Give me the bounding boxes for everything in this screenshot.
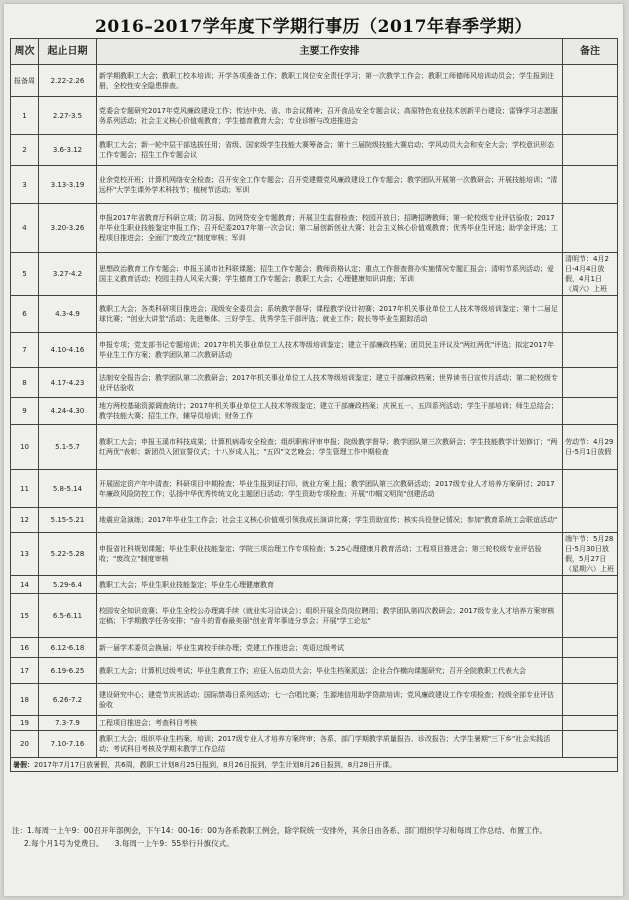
week-cell: 19: [11, 716, 39, 731]
week-cell: 15: [11, 594, 39, 638]
tasks-cell: 教职工大会；申报玉溪市科技成果；计算机病毒安全检查；组织职称评审申报；院级教学督导；教学团队第三次教研会；学生技能教学计划修订；"两红两优"表彰；新团员入团宣誓仪式；十八岁成人礼；"五四"文艺晚会；学生管理工作中期检查: [97, 425, 563, 470]
note-cell: [563, 576, 618, 594]
tasks-cell: 工程项目推进会；考查科目考核: [97, 716, 563, 731]
week-cell: 报备周: [11, 65, 39, 97]
date-cell: 3.13-3.19: [39, 166, 97, 204]
note-cell: [563, 638, 618, 658]
week-cell: 18: [11, 684, 39, 716]
table-row: [11, 166, 618, 204]
week-cell: 2: [11, 135, 39, 166]
footnotes: [12, 824, 617, 850]
page-title: 2016–2017学年度下学期行事历（2017年春季学期）: [95, 17, 532, 37]
tasks-cell: 新一届学术委员会换届；毕业生离校手续办理；党建工作推进会；英语过级考试: [97, 638, 563, 658]
tasks-cell: 法制安全报告会；教学团队第二次教研会；2017年机关事业单位工人技术等级培训鉴定；建立干部廉政档案；世界读书日宣传月活动；第二轮校级专业评估验收: [97, 368, 563, 398]
date-cell: 2.27-3.5: [39, 97, 97, 135]
calendar-sheet: [4, 4, 623, 896]
tasks-cell: 新学期教职工大会；教职工校本培训；开学各项准备工作；教职工岗位安全责任学习；第一次教学工作会；教职工师德师风培训动员会；学生报到注册，全校性安全隐患排查。: [97, 65, 563, 97]
tasks-cell: 教职工大会；组织毕业生档案、培训；2017级专业人才培养方案终审；各系、部门学期教学质量报告、诊改报告；大学生暑期"三下乡"社会实践活动；考试科目考核及学期末教学工作总结: [97, 731, 563, 758]
tasks-cell: 教职工大会；新一轮中层干部选拔任用；省级、国家级学生技能大赛筹备会；第十三届院级技能大赛启动；学风动员大会和安全大会；学校意识形态工作专题会；招生工作专题会议: [97, 135, 563, 166]
date-cell: 5.22-5.28: [39, 533, 97, 576]
note-cell: [563, 716, 618, 731]
date-cell: 2.22-2.26: [39, 65, 97, 97]
note-cell: 端午节：5月28日-5月30日放假，5月27日（星期六）上班: [563, 533, 618, 576]
table-row: [11, 333, 618, 368]
table-row: [11, 253, 618, 296]
date-cell: 6.12-6.18: [39, 638, 97, 658]
note-cell: 清明节：4月2日-4月4日放假，4月1日（周六）上班: [563, 253, 618, 296]
table-row: [11, 684, 618, 716]
tasks-cell: 申报专项；党支部书记专题培训；2017年机关事业单位工人技术等级培训鉴定；建立干部廉政档案；团员民主评议及"两红两优"评选；拟定2017年毕业生工作方案；教学团队第二次教研活动: [97, 333, 563, 368]
note-cell: [563, 731, 618, 758]
note-cell: [563, 204, 618, 253]
calendar-table: [10, 38, 618, 772]
tasks-cell: 教职工大会；各类科研项目推进会；现级安全委员会；系统教学督导；课程教学设计初赛；2017年机关事业单位工人技术等级培训鉴定；第十二届足球比赛；"创业大讲堂"活动；先进集体、三好学生、优秀学生干部评选；就业工作；院长等毕业生跟踪活动: [97, 296, 563, 333]
note-cell: [563, 594, 618, 638]
week-cell: 4: [11, 204, 39, 253]
tasks-cell: 申报省社科规划课题；毕业生职业技能鉴定；学院三项治理工作专项检查；5.25心理健康月教育活动；工程项目推进会；第三轮校级专业评估验收；"废改立"制度审核: [97, 533, 563, 576]
week-cell: 10: [11, 425, 39, 470]
tasks-cell: 教职工大会；计算机过级考试；毕业生教育工作；应征入伍动员大会；毕业生档案派送；企业合作横向课题研究；召开全院教职工代表大会: [97, 658, 563, 684]
note-cell: 劳动节：4月29日-5月1日放假: [563, 425, 618, 470]
table-row: [11, 594, 618, 638]
week-cell: 16: [11, 638, 39, 658]
table-row: [11, 576, 618, 594]
note-cell: [563, 135, 618, 166]
date-cell: 3.27-4.2: [39, 253, 97, 296]
date-cell: 6.19-6.25: [39, 658, 97, 684]
table-row: [11, 533, 618, 576]
table-row: [11, 204, 618, 253]
tasks-cell: 党委会专题研究2017年党风廉政建设工作；传达中央、省、市会议精神；召开食品安全专题会议；高原特色农业技术创新平台建设；雷锋学习志愿服务系列活动；社会主义核心价值观教育；学生德育教育大会；专业诊断与改进推进会: [97, 97, 563, 135]
summer-row: [11, 758, 618, 772]
note-cell: [563, 508, 618, 533]
date-cell: 3.6-3.12: [39, 135, 97, 166]
date-cell: 4.10-4.16: [39, 333, 97, 368]
tasks-cell: 思想政治教育工作专题会；申报玉溪市社科联课题；招生工作专题会；教师资格认定；重点工作督查督办实施情况专题汇报会；清明节系列活动；爱国主义教育活动；校园主持人风采大赛；学生德育工作专题会；教职工大会；心理健康知识讲座；军训: [97, 253, 563, 296]
header-tasks: 主要工作安排: [97, 39, 563, 65]
date-cell: 3.20-3.26: [39, 204, 97, 253]
date-cell: 6.26-7.2: [39, 684, 97, 716]
week-cell: 1: [11, 97, 39, 135]
note-cell: [563, 658, 618, 684]
date-cell: 4.3-4.9: [39, 296, 97, 333]
table-row: [11, 731, 618, 758]
date-cell: 7.10-7.16: [39, 731, 97, 758]
week-cell: 6: [11, 296, 39, 333]
table-row: [11, 97, 618, 135]
note-cell: [563, 470, 618, 508]
date-cell: 5.8-5.14: [39, 470, 97, 508]
tasks-cell: 校园安全知识竞赛；毕业生全校公办理离手续（就业实习洽谈会）；组织开展全员岗位聘用；教学团队第四次教研会；2017级专业人才培养方案审核定稿；下学期教学任务安排；"奋斗的青春最美丽"创业青年事迹分享会；开展"学工论坛": [97, 594, 563, 638]
table-row: [11, 135, 618, 166]
date-cell: 5.29-6.4: [39, 576, 97, 594]
tasks-cell: 建设研究中心；建党节庆祝活动；国际禁毒日系列活动；七一合唱比赛；生源地信用助学贷款培训；党风廉政建设工作专项检查；校级全部专业评估验收: [97, 684, 563, 716]
note-cell: [563, 97, 618, 135]
date-cell: 4.17-4.23: [39, 368, 97, 398]
table-row: [11, 658, 618, 684]
week-cell: 3: [11, 166, 39, 204]
note-cell: [563, 368, 618, 398]
week-cell: 9: [11, 398, 39, 425]
header-start: 起止日期: [39, 39, 97, 65]
table-row: [11, 65, 618, 97]
footnote-1: 注：1.每周一上午9：00召开年部例会，下午14：00-16：00为各系教职工例会，除学院统一安排外，其余日由各系、部门组织学习和每周工作总结、布置工作。: [12, 826, 547, 835]
tasks-cell: 教职工大会；毕业生职业技能鉴定；毕业生心理健康教育: [97, 576, 563, 594]
week-cell: 17: [11, 658, 39, 684]
note-cell: [563, 166, 618, 204]
date-cell: 5.15-5.21: [39, 508, 97, 533]
date-cell: 7.3-7.9: [39, 716, 97, 731]
table-row: [11, 508, 618, 533]
week-cell: 11: [11, 470, 39, 508]
header-note: 备注: [563, 39, 618, 65]
note-cell: [563, 296, 618, 333]
table-row: [11, 638, 618, 658]
table-row: [11, 470, 618, 508]
week-cell: 7: [11, 333, 39, 368]
table-row: [11, 398, 618, 425]
date-cell: 6.5-6.11: [39, 594, 97, 638]
footnote-2: 2.每个月1号为党费日。 3.每周一上午9：55举行升旗仪式。: [24, 839, 234, 848]
tasks-cell: 业余党校开班；计算机网络安全检查；召开安全工作专题会；召开党建暨党风廉政建设工作专题会；教学团队开展第一次教研会；开展技能培训；"清远杯"大学生课外学术科技节；植树节活动；军训: [97, 166, 563, 204]
week-cell: 14: [11, 576, 39, 594]
header-week: 周次: [11, 39, 39, 65]
note-cell: [563, 333, 618, 368]
table-row: [11, 425, 618, 470]
week-cell: 13: [11, 533, 39, 576]
tasks-cell: 地震应急演练；2017年毕业生工作会；社会主义核心价值观引领我成长演讲比赛；学生资助宣传；核实兵役登记情况；参加"教育系统工会联谊活动": [97, 508, 563, 533]
tasks-cell: 申报2017年省教育厅科研立项；防习报、防网贷安全专题教育；开展卫生监督检查；校园开放日；招聘招聘教师；第一轮校级专业评估验收；2017年毕业生职业技能鉴定申报工作；召开纪委2017年第一次会议；第二届创新创业大赛；社会主义核心价值观教育；优秀毕业生评选；助学金评选；工程项目推进会；全面门"废改立"制度审核；军训: [97, 204, 563, 253]
tasks-cell: 地方两校基础资源调查统计；2017年机关事业单位工人技术等级鉴定；建立干部廉政档案；庆祝五一、五四系列活动；学生干部培训；师生总结会；教学技能大赛；招生工作，辅导员培训；财务工作: [97, 398, 563, 425]
table-row: [11, 296, 618, 333]
summer-label: 暑假：: [13, 760, 34, 769]
tasks-cell: 开展固定资产年中清查；科研项目中期检查；毕业生报到证打印、就业方案上报；教学团队第三次教研活动；2017级专业人才培养方案研讨；2017年廉政风险防控工作；弘扬中华优秀传统文化主题团日活动；学生资助专项检查；开展"巾帼文明岗"创建活动: [97, 470, 563, 508]
table-row: [11, 716, 618, 731]
header-row: [11, 39, 618, 65]
note-cell: [563, 398, 618, 425]
date-cell: 5.1-5.7: [39, 425, 97, 470]
summer-text: 2017年7月17日放暑假，共6周，教职工计划8月25日报到，8月26日报到，学生计划8月26日报到，8月28日开课。: [34, 760, 397, 769]
week-cell: 8: [11, 368, 39, 398]
week-cell: 20: [11, 731, 39, 758]
week-cell: 12: [11, 508, 39, 533]
table-row: [11, 368, 618, 398]
date-cell: 4.24-4.30: [39, 398, 97, 425]
week-cell: 5: [11, 253, 39, 296]
note-cell: [563, 684, 618, 716]
note-cell: [563, 65, 618, 97]
